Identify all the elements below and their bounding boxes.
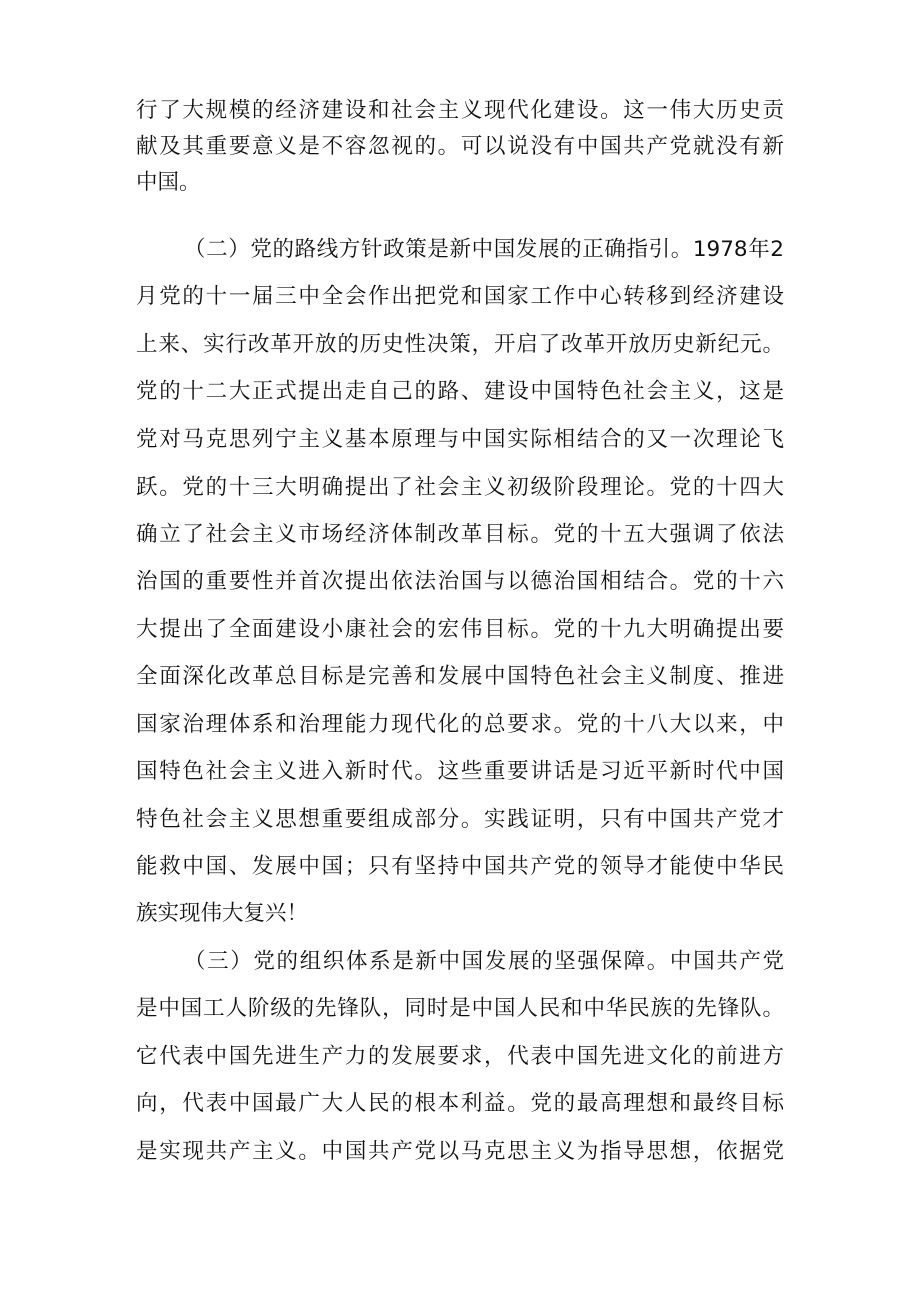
- text-line: 治国的重要性并首次提出依法治国与以德治国相结合。党的十六: [136, 569, 784, 594]
- text-line: 能救中国、发展中国；只有坚持中国共产党的领导才能使中华民: [136, 854, 784, 879]
- text-line: 献及其重要意义是不容忽视的。可以说没有中国共产党就没有新: [136, 134, 784, 159]
- text-line: 大提出了全面建设小康社会的宏伟目标。党的十九大明确提出要: [136, 617, 784, 642]
- text-line: 全面深化改革总目标是完善和发展中国特色社会主义制度、推进: [136, 664, 784, 689]
- text-line: 跃。党的十三大明确提出了社会主义初级阶段理论。党的十四大: [136, 475, 784, 500]
- text-line: 特色社会主义思想重要组成部分。实践证明，只有中国共产党才: [136, 807, 784, 832]
- text-line: 上来、实行改革开放的历史性决策，开启了改革开放历史新纪元。: [136, 332, 784, 357]
- text-line: 向，代表中国最广大人民的根本利益。党的最高理想和最终目标: [136, 1091, 784, 1116]
- text-line: 党对马克思列宁主义基本原理与中国实际相结合的又一次理论飞: [136, 427, 784, 452]
- text-line: 国特色社会主义进入新时代。这些重要讲话是习近平新时代中国: [136, 759, 784, 784]
- text-line: 它代表中国先进生产力的发展要求，代表中国先进文化的前进方: [136, 1044, 784, 1069]
- text-line: 是实现共产主义。中国共产党以马克思主义为指导思想，依据党: [136, 1139, 784, 1164]
- section-heading-line: （二）党的路线方针政策是新中国发展的正确指引。1978年2: [184, 237, 784, 262]
- text-line: 确立了社会主义市场经济体制改革目标。党的十五大强调了依法: [136, 522, 784, 547]
- text-line: 族实现伟大复兴！: [136, 901, 309, 926]
- text-line: 国家治理体系和治理能力现代化的总要求。党的十八大以来，中: [136, 712, 784, 737]
- section-heading-line: （三）党的组织体系是新中国发展的坚强保障。中国共产党: [184, 949, 784, 974]
- text-line: 是中国工人阶级的先锋队，同时是中国人民和中华民族的先锋队。: [136, 996, 784, 1021]
- text-line: 行了大规模的经济建设和社会主义现代化建设。这一伟大历史贡: [136, 98, 784, 123]
- text-line: 月党的十一届三中全会作出把党和国家工作中心转移到经济建设: [136, 284, 784, 309]
- text-line: 中国。: [136, 170, 201, 195]
- text-line: 党的十二大正式提出走自己的路、建设中国特色社会主义，这是: [136, 379, 784, 404]
